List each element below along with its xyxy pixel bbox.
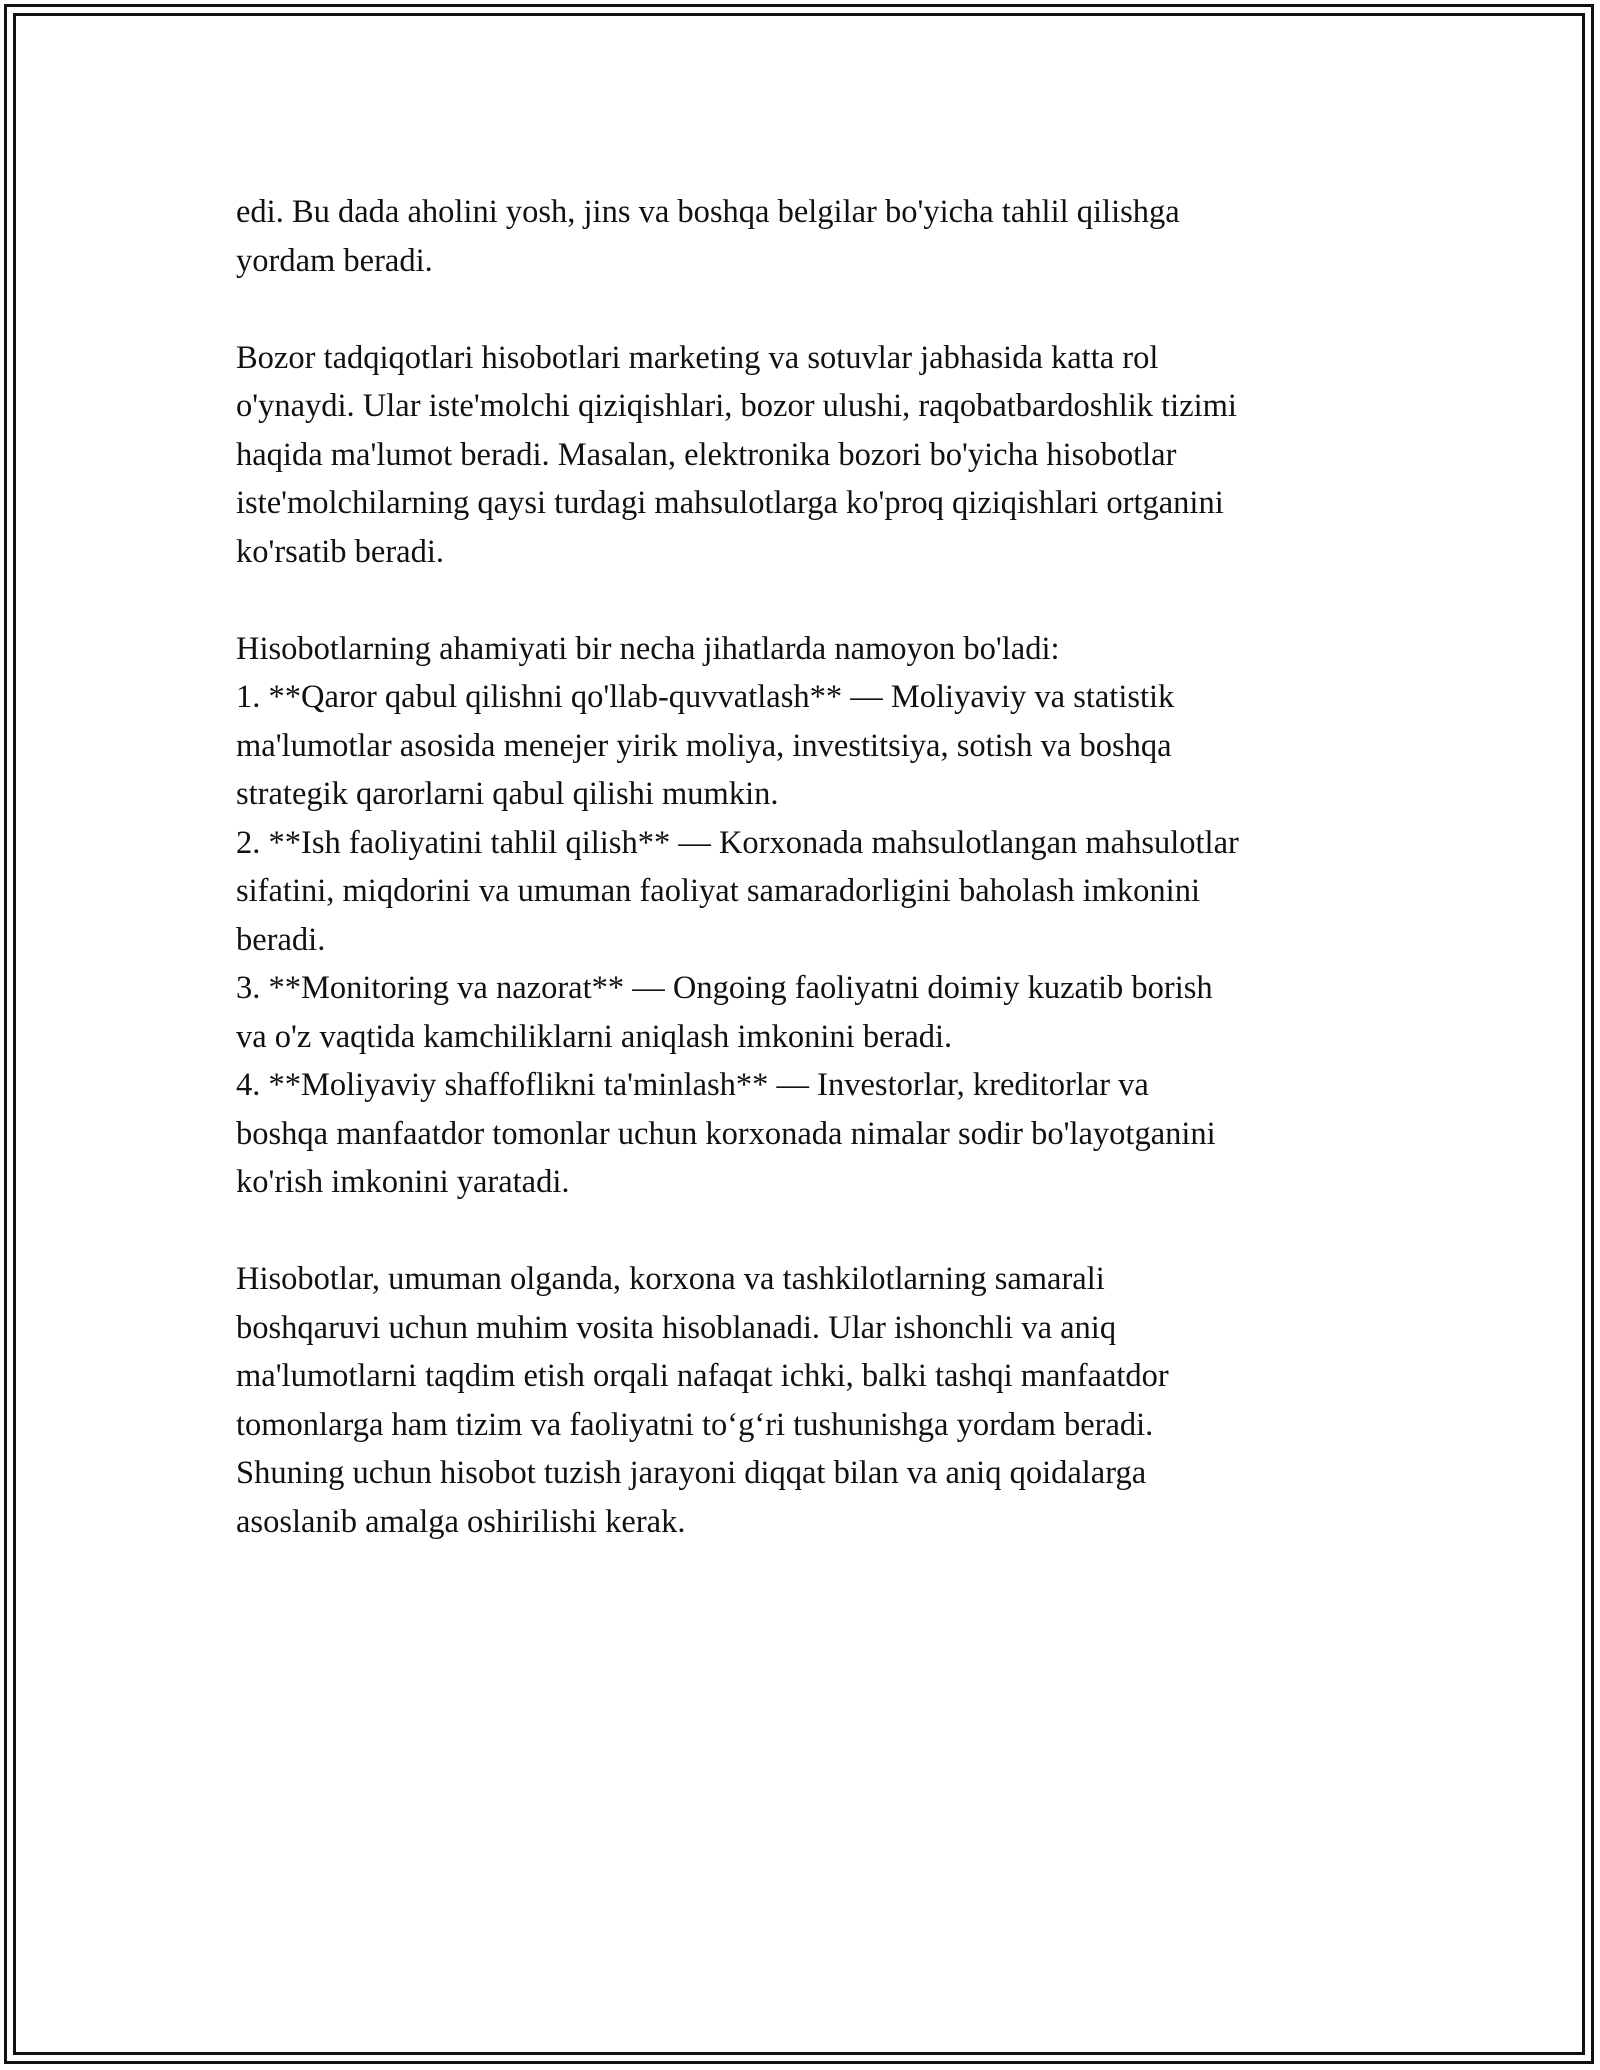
text-line: Bozor tadqiqotlari hisobotlari marketing va sotuvlar jabhasida katta rol bbox=[236, 339, 1159, 376]
list-item-line: 4. **Moliyaviy shaffoflikni ta'minlash** — Investorlar, kreditorlar va bbox=[236, 1067, 1149, 1103]
text-line: yordam beradi. bbox=[236, 242, 433, 279]
document-body bbox=[236, 188, 1376, 1546]
list-item-line: 2. **Ish faoliyatini tahlil qilish** — Korxonada mahsulotlangan mahsulotlar bbox=[236, 824, 1239, 861]
list-item-line: va o'z vaqtida kamchiliklarni aniqlash imkonini beradi. bbox=[236, 1018, 953, 1055]
text-line: tomonlarga ham tizim va faoliyatni to‘g‘ri tushunishga yordam beradi. bbox=[236, 1406, 1154, 1443]
list-item-line: 1. **Qaror qabul qilishni qo'llab-quvvatlash** — Moliyaviy va statistik bbox=[236, 679, 1175, 715]
text-line: ko'rsatib beradi. bbox=[236, 533, 445, 570]
text-line: Hisobotlar, umuman olganda, korxona va tashkilotlarning samarali bbox=[236, 1261, 1105, 1297]
text-line: edi. Bu dada aholini yosh, jins va boshqa belgilar bo'yicha tahlil qilishga bbox=[236, 194, 1180, 230]
paragraph bbox=[236, 625, 1376, 1207]
text-line: iste'molchilarning qaysi turdagi mahsulotlarga ko'proq qiziqishlari ortganini bbox=[236, 485, 1224, 521]
list-item-line: beradi. bbox=[236, 921, 326, 958]
text-line: asoslanib amalga oshirilishi kerak. bbox=[236, 1503, 686, 1540]
paragraph-gap bbox=[236, 576, 1376, 625]
text-line: ma'lumotlarni taqdim etish orqali nafaqat ichki, balki tashqi manfaatdor bbox=[236, 1358, 1169, 1394]
list-item-line: sifatini, miqdorini va umuman faoliyat samaradorligini baholash imkonini bbox=[236, 873, 1200, 909]
paragraph-gap bbox=[236, 285, 1376, 334]
paragraph bbox=[236, 334, 1376, 577]
text-line: haqida ma'lumot beradi. Masalan, elektronika bozori bo'yicha hisobotlar bbox=[236, 436, 1177, 473]
paragraph-gap bbox=[236, 1207, 1376, 1256]
list-item-line: boshqa manfaatdor tomonlar uchun korxonada nimalar sodir bo'layotganini bbox=[236, 1115, 1216, 1152]
paragraph bbox=[236, 1255, 1376, 1546]
text-line: boshqaruvi uchun muhim vosita hisoblanadi. Ular ishonchli va aniq bbox=[236, 1309, 1117, 1346]
list-item-line: ko'rish imkonini yaratadi. bbox=[236, 1164, 570, 1200]
list-item-line: ma'lumotlar asosida menejer yirik moliya, investitsiya, sotish va boshqa bbox=[236, 727, 1172, 764]
text-line: Shuning uchun hisobot tuzish jarayoni diqqat bilan va aniq qoidalarga bbox=[236, 1455, 1147, 1491]
paragraph bbox=[236, 188, 1376, 285]
list-item-line: strategik qarorlarni qabul qilishi mumkin. bbox=[236, 776, 779, 812]
text-line: Hisobotlarning ahamiyati bir necha jihatlarda namoyon bo'ladi: bbox=[236, 630, 1060, 667]
text-line: o'ynaydi. Ular iste'molchi qiziqishlari, bozor ulushi, raqobatbardoshlik tizimi bbox=[236, 388, 1237, 424]
list-item-line: 3. **Monitoring va nazorat** — Ongoing faoliyatni doimiy kuzatib borish bbox=[236, 970, 1213, 1006]
